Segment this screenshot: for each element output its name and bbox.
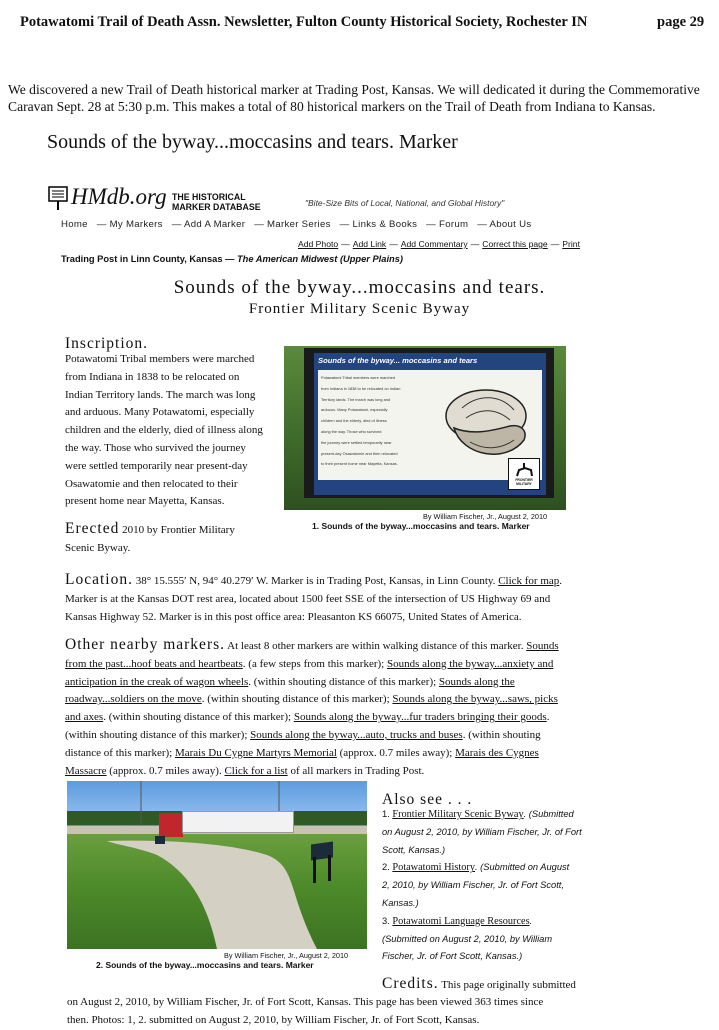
also-see-list [382, 806, 717, 966]
separator: — [550, 239, 560, 249]
action-links [298, 239, 583, 249]
sign-line: children and the elderly, died of illness [321, 418, 387, 424]
nearby-text: . (within shouting [462, 728, 541, 741]
nearby-text: At least 8 other markers are within walking distance of this marker. [225, 640, 527, 652]
credits-body [67, 994, 712, 1030]
also-see-note: 2, 2010, by William Fischer, Jr. of Fort Scott, [382, 880, 564, 891]
nearby-heading: Other nearby markers. [65, 636, 226, 653]
add-link-link[interactable]: Add Link [352, 239, 387, 249]
sign-line: the journey were settled temporarily near [321, 439, 392, 445]
nearby-link[interactable]: Sounds along the byway...saws, picks [392, 693, 558, 706]
inscription-line: Indian Territory lands. The march was long [65, 388, 256, 401]
nearby-text: (approx. 0.7 miles away). [106, 764, 225, 777]
nearby-text: . (within shouting distance of this marker); [103, 711, 294, 724]
database-name-line2: MARKER DATABASE [172, 202, 261, 212]
location-coords: 38° 15.555′ N, 94° 40.279′ W. Marker is in Trading Post, Kansas, in Linn County. [132, 575, 499, 587]
nearby-link[interactable]: and axes [65, 711, 104, 724]
sign-line: to their present home near Mayetta, Kansas. [321, 461, 398, 467]
hmdb-logo-text: HMdb.org [71, 184, 167, 209]
small-sign [155, 836, 165, 844]
also-see-link-byway[interactable]: Frontier Military Scenic Byway [392, 809, 524, 820]
nearby-text: . (within shouting distance of this marker); [248, 675, 439, 688]
truck-trailer [182, 811, 294, 833]
punct: . [559, 575, 563, 587]
sign-post [313, 857, 316, 883]
nearby-text: . [546, 711, 550, 724]
nearby-link[interactable]: Marais Du Cygne Martyrs Memorial [174, 746, 337, 759]
nearby-text: (approx. 0.7 miles away); [336, 746, 456, 759]
nearby-text: . (within shouting distance of this marker); [201, 693, 393, 706]
database-name-line1: THE HISTORICAL [172, 192, 246, 202]
inscription-text [65, 351, 285, 511]
add-commentary-link[interactable]: Add Commentary [400, 239, 468, 249]
click-for-map-link[interactable]: Click for map [498, 575, 560, 587]
nearby-link[interactable]: Marais des Cygnes [455, 746, 539, 759]
nearby-text: . (a few steps from this marker); [242, 657, 387, 670]
nearby-text: distance of this marker); [65, 746, 175, 759]
also-see-note: on August 2, 2010, by William Fischer, Jr. of Fort [382, 826, 582, 837]
nav-home[interactable]: Home [61, 219, 88, 230]
nearby-text: of all markers in Trading Post. [287, 764, 425, 777]
nearby-link[interactable]: Massacre [65, 764, 107, 777]
add-photo-link[interactable]: Add Photo [298, 239, 339, 249]
location-line: Marker is at the Kansas DOT rest area, located about 1500 feet SSE of the intersection of US Highway 69 and [65, 592, 551, 605]
separator: — [470, 239, 480, 249]
marker-photo-1[interactable] [284, 346, 566, 510]
nearby-text: (within shouting distance of this marker); [65, 728, 251, 741]
marker-sign-icon [47, 186, 69, 210]
inscription-line: present home near Mayetta, Kansas. [65, 495, 225, 508]
nearby-markers [65, 636, 710, 780]
also-see-note: . (Submitted [523, 809, 574, 819]
also-see-num: 2. [382, 862, 393, 873]
sign-text [321, 373, 431, 470]
page-number: page 29 [657, 14, 705, 30]
breadcrumb-region[interactable]: The American Midwest (Upper Plains) [236, 254, 403, 264]
nav-marker-series[interactable]: — Marker Series [254, 219, 331, 230]
erected-text: 2010 by Frontier Military [119, 524, 235, 536]
separator: — [389, 239, 398, 249]
sign-line: Territory lands. The march was long and [321, 396, 391, 402]
separator: — [341, 239, 350, 249]
credits-heading: Credits. [382, 975, 439, 992]
sign-post [328, 855, 331, 881]
nearby-link[interactable]: roadway...soldiers on the move [65, 693, 202, 706]
inscription-line: children and the elderly, died of illness along [65, 424, 263, 437]
inscription-line: Osawatomie and then relocated to their [65, 477, 238, 490]
location-heading: Location. [65, 571, 133, 588]
sign-line: along the way. Those who survived [321, 428, 382, 434]
also-see-note: Scott, Kansas.) [382, 844, 446, 855]
sign-line: from Indiana in 1838 to be relocated on Indian [321, 385, 401, 391]
sign-line: present-day Osawatomie and then relocated [321, 450, 398, 456]
erected [65, 520, 275, 557]
inscription-line: from Indiana in 1838 to be relocated on [65, 370, 240, 383]
nav-about-us[interactable]: — About Us [477, 219, 532, 230]
tagline: "Bite-Size Bits of Local, National, and Global History" [305, 198, 505, 208]
inscription-line: were settled temporarily near present-day [65, 459, 248, 472]
horse-rider-icon [509, 460, 539, 480]
nearby-link[interactable]: Sounds [526, 640, 559, 652]
also-see-note: Kansas.) [382, 897, 419, 908]
marker-photo-2[interactable] [67, 781, 367, 949]
sign-title: Sounds of the byway... moccasins and tears [318, 356, 478, 365]
top-nav [61, 219, 537, 230]
nearby-link[interactable]: from the past...hoof beats and heartbeats [65, 657, 243, 670]
sign-line: arduous. Many Potawatomi, especially [321, 407, 388, 413]
intro-paragraph: We discovered a new Trail of Death historical marker at Trading Post, Kansas. We will dedicated it during the Commemorative Caravan Sept. 28 at 5:30 p.m. This makes a total of 80 historical markers on the Trail of Death from Indiana to Kansas. [8, 82, 700, 114]
truck-cab [159, 813, 183, 837]
breadcrumb [61, 254, 403, 264]
byway-badge-icon [508, 458, 540, 490]
sign-line: Potawatomi Tribal members were marched [321, 375, 395, 380]
photo2-caption: 2. Sounds of the byway...moccasins and tears. Marker [96, 960, 314, 970]
also-see-link-history[interactable]: Potawatomi History [392, 862, 476, 874]
photo1-caption: 1. Sounds of the byway...moccasins and tears. Marker [312, 521, 530, 531]
article-title: Sounds of the byway...moccasins and tears. Marker [47, 131, 458, 153]
erected-heading: Erected [65, 520, 120, 537]
database-name [172, 192, 261, 212]
nav-add-marker[interactable]: — Add A Marker [171, 219, 246, 230]
nav-my-markers[interactable]: — My Markers [96, 219, 163, 230]
also-see-note: . (Submitted on August [475, 862, 570, 873]
print-link[interactable]: Print [562, 239, 580, 249]
inscription-line: the way. Those who survived the journey [65, 441, 246, 454]
correct-page-link[interactable]: Correct this page [482, 239, 548, 249]
also-see-note: Fischer, Jr. of Fort Scott, Kansas.) [382, 951, 523, 962]
badge-label: FRONTIER MILITARY [515, 478, 533, 487]
marker-subtitle: Frontier Military Scenic Byway [248, 301, 471, 317]
nearby-link[interactable]: Sounds along the byway...auto, trucks and buses [250, 728, 463, 741]
nav-links-books[interactable]: — Links & Books [339, 219, 418, 230]
nearby-link[interactable]: anticipation in the creak of wagon wheels [65, 675, 249, 688]
also-see-heading: Also see . . . [382, 791, 473, 808]
nearby-link[interactable]: Sounds along the [438, 675, 515, 688]
nav-forum[interactable]: — Forum [426, 219, 469, 230]
nearby-link[interactable]: Sounds along the byway...anxiety and [386, 657, 554, 670]
photo1-credit: By William Fischer, Jr., August 2, 2010 [423, 512, 548, 521]
photo2-credit: By William Fischer, Jr., August 2, 2010 [224, 951, 349, 960]
nearby-link[interactable]: Sounds along the byway...fur traders bringing their goods [293, 711, 547, 724]
credits-text: This page originally submitted [438, 979, 576, 991]
location-line: Kansas Highway 52. Marker is in this post office area: Pleasanton KS 66075, United States of America. [65, 610, 522, 623]
credits-line: on August 2, 2010, by William Fischer, Jr. of Fort Scott, Kansas. This page has been viewed 363 times since [67, 996, 544, 1008]
also-see-note: . [529, 915, 533, 926]
inscription-line: and arduous. Many Potawatomi, especially [65, 406, 255, 419]
also-see-note: (Submitted on August 2, 2010, by William [382, 933, 553, 944]
click-for-list-link[interactable]: Click for a list [224, 764, 288, 777]
also-see-num: 3. [382, 915, 393, 926]
also-see-num: 1. [382, 809, 393, 819]
erected-text-2: Scenic Byway. [65, 542, 131, 554]
credits-first-line [382, 975, 576, 993]
marker-title: Sounds of the byway...moccasins and tears. [173, 277, 546, 298]
inscription-line: Potawatomi Tribal members were marched [65, 353, 255, 365]
path-scene [67, 781, 367, 949]
inscription-heading: Inscription. [65, 335, 149, 352]
location [65, 571, 705, 626]
also-see-link-language[interactable]: Potawatomi Language Resources [392, 915, 530, 927]
breadcrumb-place[interactable]: Trading Post in Linn County, Kansas — [61, 254, 237, 264]
credits-line: then. Photos: 1, 2. submitted on August 2, 2010, by William Fischer, Jr. of Fort Scott, Kansas. [67, 1013, 480, 1026]
newsletter-header: Potawatomi Trail of Death Assn. Newsletter, Fulton County Historical Society, Rochester IN [20, 14, 588, 30]
